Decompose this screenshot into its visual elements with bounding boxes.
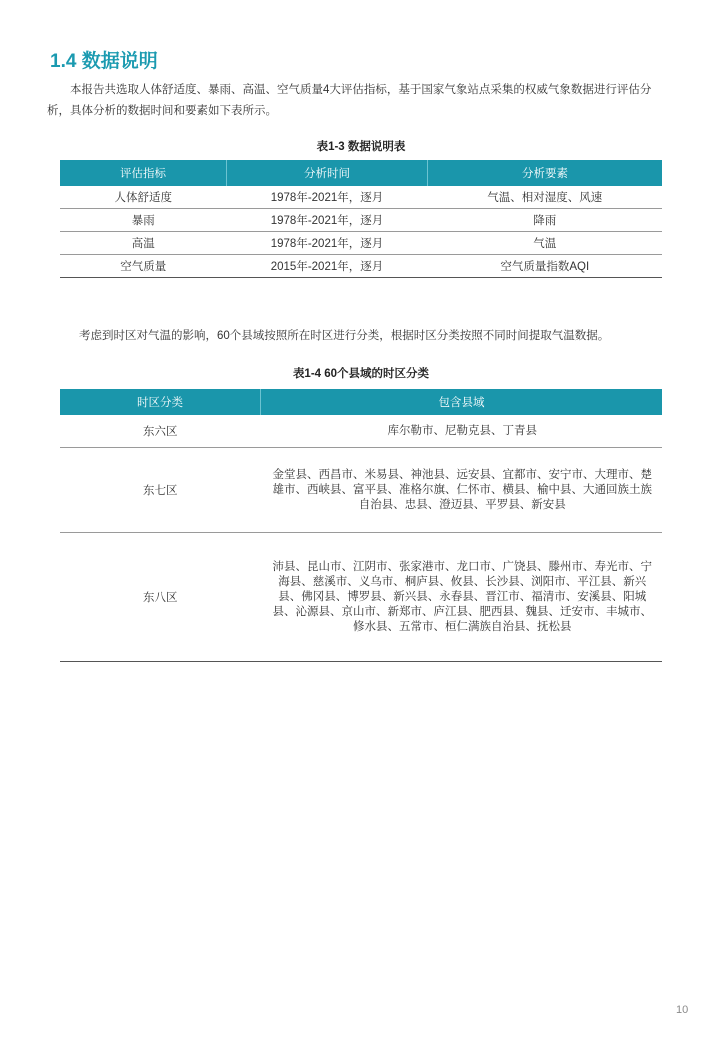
table-cell: 气温 bbox=[428, 232, 663, 255]
table-cell: 1978年-2021年，逐月 bbox=[227, 232, 428, 255]
table-cell: 人体舒适度 bbox=[60, 186, 227, 209]
header-timezone: 时区分类 bbox=[60, 389, 261, 415]
table-row bbox=[60, 232, 662, 255]
table-row bbox=[60, 533, 662, 662]
section-title: 1.4 数据说明 bbox=[50, 51, 158, 72]
table-row bbox=[60, 255, 662, 278]
table-cell: 1978年-2021年，逐月 bbox=[227, 186, 428, 209]
counties-cell: 金堂县、西昌市、米易县、神池县、远安县、宜都市、安宁市、大理市、楚雄市、西峡县、富平县、准格尔旗、仁怀市、横县、榆中县、大通回族土族自治县、忠县、澄迈县、平罗县、新安县 bbox=[261, 448, 663, 533]
timezone-cell: 东六区 bbox=[60, 415, 261, 448]
table-cell: 空气质量指数AQI bbox=[428, 255, 663, 278]
header-counties: 包含县域 bbox=[261, 389, 663, 415]
counties-cell: 库尔勒市、尼勒克县、丁青县 bbox=[261, 415, 663, 448]
timezone-cell: 东八区 bbox=[60, 533, 261, 662]
counties-cell: 沛县、昆山市、江阴市、张家港市、龙口市、广饶县、滕州市、寿光市、宁海县、慈溪市、义乌市、桐庐县、攸县、长沙县、浏阳市、平江县、新兴县、佛冈县、博罗县、新兴县、永春县、晋江市、福清市、安溪县、阳城县、沁源县、京山市、新郑市、庐江县、肥西县、魏县、迁安市、丰城市、修水县、五常市、桓仁满族自治县、抚松县 bbox=[261, 533, 663, 662]
table1-caption: 表1-3 数据说明表 bbox=[316, 141, 406, 153]
table-cell: 降雨 bbox=[428, 209, 663, 232]
table-cell: 空气质量 bbox=[60, 255, 227, 278]
timezone-table bbox=[60, 389, 662, 662]
data-description-table bbox=[60, 160, 662, 278]
table-cell: 1978年-2021年，逐月 bbox=[227, 209, 428, 232]
table-row bbox=[60, 186, 662, 209]
table-header-row bbox=[60, 160, 662, 186]
header-elements: 分析要素 bbox=[428, 160, 663, 186]
table-cell: 暴雨 bbox=[60, 209, 227, 232]
page-number: 10 bbox=[676, 1004, 689, 1016]
intro-paragraph: 本报告共选取人体舒适度、暴雨、高温、空气质量4大评估指标，基于国家气象站点采集的权威气象数据进行评估分析，具体分析的数据时间和要素如下表所示。 bbox=[47, 84, 652, 117]
timezone-cell: 东七区 bbox=[60, 448, 261, 533]
table-row bbox=[60, 209, 662, 232]
header-time: 分析时间 bbox=[227, 160, 428, 186]
table-row bbox=[60, 415, 662, 448]
table-cell: 2015年-2021年，逐月 bbox=[227, 255, 428, 278]
table2-caption: 表1-4 60个县域的时区分类 bbox=[292, 368, 430, 380]
table-cell: 气温、相对湿度、风速 bbox=[428, 186, 663, 209]
header-indicator: 评估指标 bbox=[60, 160, 227, 186]
table-row bbox=[60, 448, 662, 533]
timezone-paragraph: 考虑到时区对气温的影响，60个县域按照所在时区进行分类，根据时区分类按照不同时间提取气温数据。 bbox=[79, 330, 610, 342]
table-cell: 高温 bbox=[60, 232, 227, 255]
table-header-row bbox=[60, 389, 662, 415]
